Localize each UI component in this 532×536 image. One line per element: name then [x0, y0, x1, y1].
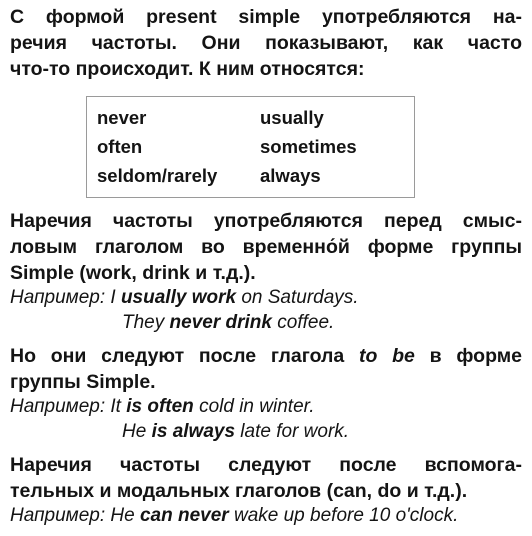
example-highlight: never drink: [169, 312, 272, 333]
rule-3-line-1: Наречия частоты следуют после вспомога-: [10, 454, 522, 476]
adverb-cell: always: [260, 165, 321, 186]
frequency-adverbs-table: [97, 103, 357, 190]
rule-1-line-2: ловым глаголом во временно́й форме группы: [10, 236, 522, 258]
rule-3-line-2: тельных и модальных глаголов (can, do и т.д.).: [10, 480, 468, 502]
intro-line-3: что-то происходит. К ним относятся:: [10, 58, 365, 80]
example-label: Например:: [10, 505, 106, 526]
adverb-cell: seldom/rarely: [97, 165, 218, 186]
adverb-cell: never: [97, 107, 147, 128]
example-highlight: is always: [151, 421, 236, 442]
to-be-emphasis: to be: [358, 345, 415, 367]
example-highlight: can never: [139, 505, 229, 526]
rule-2-line-1: Но они следуют после глагола to be в форме: [10, 345, 522, 367]
example-label: Например:: [10, 287, 106, 308]
rule-3-paragraph: [10, 452, 522, 504]
intro-paragraph: [10, 4, 522, 82]
adverb-cell: often: [97, 136, 143, 157]
rule-2-line-2: группы Simple.: [10, 371, 156, 393]
adverb-cell: sometimes: [260, 136, 357, 157]
intro-line-1: С формой present simple употребляются на-: [10, 6, 522, 28]
example-highlight: usually work: [120, 287, 237, 308]
rule-1-example-1: Например: I usually work on Saturdays.: [10, 287, 359, 308]
rule-2-example-1: Например: It is often cold in winter.: [10, 396, 315, 417]
table-row: [97, 132, 357, 161]
frequency-adverbs-box: [86, 96, 415, 198]
rule-2-example-2: He is always late for work.: [122, 421, 350, 442]
rule-3-example-1: Например: He can never wake up before 10 o'clock.: [10, 505, 459, 526]
rule-1-example-2: They never drink coffee.: [122, 312, 335, 333]
adverb-cell: usually: [260, 107, 324, 128]
example-highlight: is often: [126, 396, 194, 417]
rule-1-line-1: Наречия частоты употребляются перед смыс-: [10, 210, 522, 232]
rule-1-paragraph: [10, 208, 522, 286]
table-row: [97, 161, 357, 190]
table-row: [97, 103, 357, 132]
rule-2-paragraph: [10, 343, 522, 395]
example-label: Например:: [10, 396, 106, 417]
intro-line-2: речия частоты. Они показывают, как часто: [10, 32, 522, 54]
rule-1-line-3: Simple (work, drink и т.д.).: [10, 262, 256, 284]
